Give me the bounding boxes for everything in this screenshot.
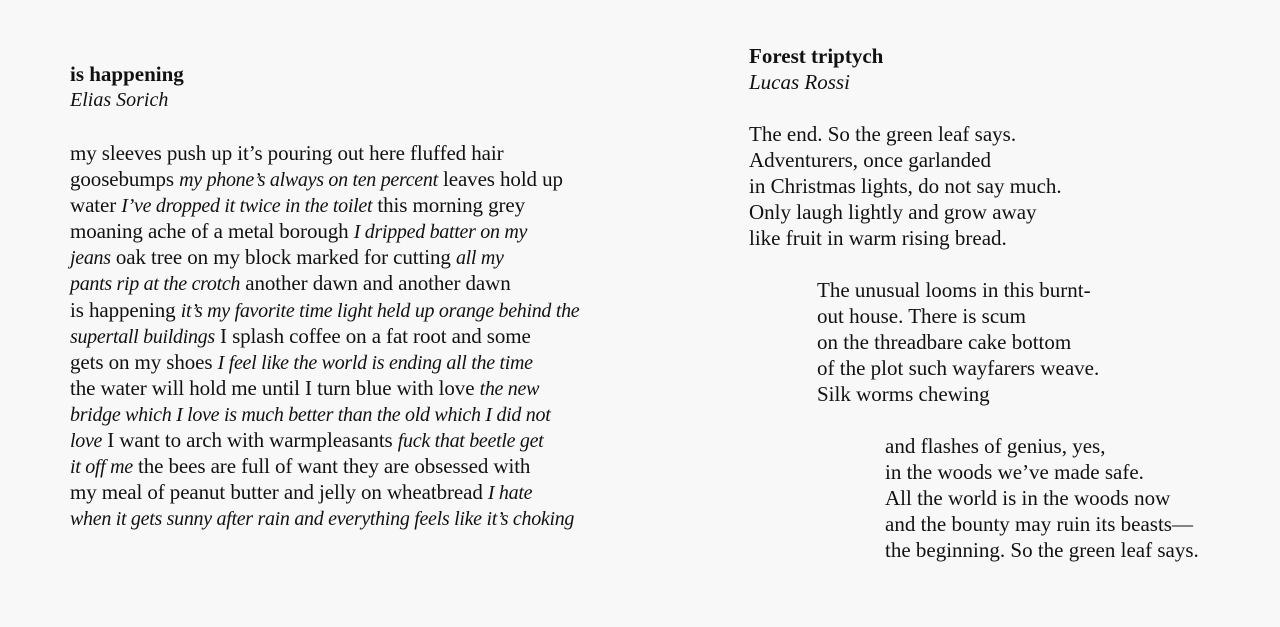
italic-segment: all my bbox=[455, 247, 504, 270]
roman-segment: oak tree on my block marked for cutting bbox=[110, 245, 456, 270]
poem-line bbox=[70, 270, 579, 296]
poem-line bbox=[70, 427, 579, 453]
italic-segment: pants rip at the crotch bbox=[70, 273, 241, 296]
italic-segment: I hate bbox=[487, 482, 533, 505]
poem-line: on the threadbare cake bottom bbox=[817, 330, 1072, 355]
poem-line bbox=[70, 323, 579, 349]
roman-segment: leaves hold up bbox=[437, 167, 563, 192]
poem-title: Forest triptych bbox=[749, 44, 884, 68]
italic-segment: when it gets sunny after rain and everything feels like it’s choking bbox=[70, 508, 575, 531]
italic-segment: I dripped batter on my bbox=[353, 221, 528, 244]
poem-line bbox=[70, 192, 579, 218]
roman-segment: I want to arch with warmpleasants bbox=[102, 428, 398, 453]
poem-line bbox=[70, 140, 579, 166]
poem-line bbox=[70, 218, 579, 244]
stanza-2 bbox=[817, 277, 1099, 407]
poem-line: out house. There is scum bbox=[817, 304, 1026, 329]
poem-line bbox=[70, 401, 579, 427]
poem-line bbox=[70, 244, 579, 270]
poem-line: like fruit in warm rising bread. bbox=[749, 226, 1007, 251]
roman-segment: my meal of peanut butter and jelly on wheatbread bbox=[70, 480, 488, 505]
poem-line: and flashes of genius, yes, bbox=[885, 434, 1106, 458]
poem-author: Elias Sorich bbox=[70, 89, 169, 111]
poem-line bbox=[70, 505, 579, 531]
italic-segment: love bbox=[70, 430, 103, 453]
poem-line: and the bounty may ruin its beasts— bbox=[885, 512, 1193, 537]
poem-line: Adventurers, once garlanded bbox=[749, 148, 991, 173]
stanza-3 bbox=[885, 433, 1199, 563]
poem-body bbox=[70, 140, 579, 531]
italic-segment: jeans bbox=[70, 247, 111, 270]
italic-segment: supertall buildings bbox=[70, 325, 215, 348]
poem-line: The end. So the green leaf says. bbox=[749, 122, 1017, 146]
poem-line: Silk worms chewing bbox=[817, 382, 990, 407]
poem-line bbox=[70, 349, 579, 375]
roman-segment: water bbox=[70, 193, 122, 218]
right-page bbox=[640, 0, 1280, 627]
poem-line: Only laugh lightly and grow away bbox=[749, 200, 1037, 225]
poem-line: The unusual looms in this burnt- bbox=[817, 278, 1091, 302]
poem-line bbox=[70, 297, 579, 323]
poem-line: the beginning. So the green leaf says. bbox=[885, 538, 1199, 563]
poem-author: Lucas Rossi bbox=[749, 70, 850, 94]
roman-segment: another dawn and another dawn bbox=[240, 271, 511, 296]
italic-segment: I feel like the world is ending all the time bbox=[217, 351, 533, 374]
poem-line bbox=[70, 166, 579, 192]
roman-segment: this morning grey bbox=[372, 193, 525, 218]
italic-segment: my phone’s always on ten percent bbox=[179, 169, 438, 192]
roman-segment: goosebumps bbox=[70, 167, 180, 192]
italic-segment: it’s my favorite time light held up orange behind the bbox=[180, 299, 580, 322]
italic-segment: it off me bbox=[70, 456, 133, 479]
poem-line bbox=[70, 479, 579, 505]
poem-line bbox=[70, 453, 579, 479]
poem-line: All the world is in the woods now bbox=[885, 486, 1171, 511]
roman-segment: I splash coffee on a fat root and some bbox=[214, 323, 531, 348]
poem-line: in Christmas lights, do not say much. bbox=[749, 174, 1062, 199]
roman-segment: is happening bbox=[70, 297, 181, 322]
roman-segment: the bees are full of want they are obsessed with bbox=[132, 454, 531, 479]
stanza-1 bbox=[749, 121, 1062, 251]
roman-segment: gets on my shoes bbox=[70, 349, 218, 374]
roman-segment: the water will hold me until I turn blue with love bbox=[70, 375, 480, 400]
poem-title: is happening bbox=[70, 62, 184, 86]
italic-segment: the new bbox=[479, 377, 540, 400]
poem-line: in the woods we’ve made safe. bbox=[885, 460, 1144, 485]
roman-segment: moaning ache of a metal borough bbox=[70, 219, 354, 244]
poem-line: of the plot such wayfarers weave. bbox=[817, 356, 1100, 381]
italic-segment: bridge which I love is much better than the old which I did not bbox=[70, 403, 551, 426]
italic-segment: fuck that beetle get bbox=[397, 430, 544, 453]
roman-segment: my sleeves push up it’s pouring out here fluffed hair bbox=[70, 141, 504, 165]
poem-line bbox=[70, 375, 579, 401]
italic-segment: I’ve dropped it twice in the toilet bbox=[121, 195, 373, 218]
